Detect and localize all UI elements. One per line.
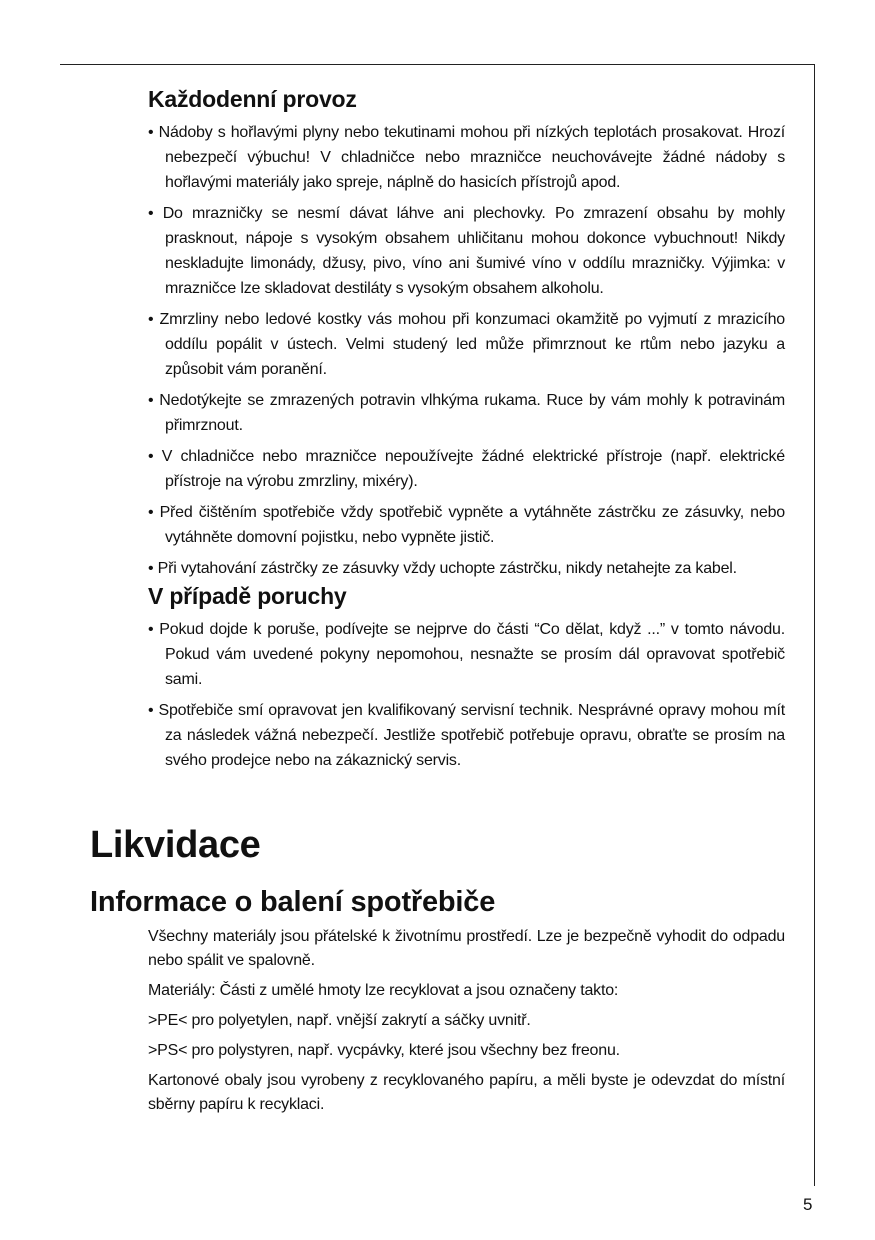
safety-content [148, 84, 785, 779]
disposal-heading: Likvidace [90, 824, 261, 866]
frame-right-rule [814, 64, 815, 1186]
packaging-info-heading: Informace o balení spotřebiče [90, 886, 496, 918]
daily-operation-heading: Každodenní provoz [148, 86, 357, 112]
list-item: • V chladničce nebo mrazničce nepoužívejte žádné elektrické přístroje (např. elektrické přístroje na výrobu zmrzliny, mixéry). [148, 444, 785, 494]
page-number: 5 [803, 1195, 813, 1214]
fault-list [148, 617, 785, 773]
list-item: • Do mrazničky se nesmí dávat láhve ani plechovky. Po zmrazení obsahu by mohly prasknout, nápoje s vysokým obsahem uhličitanu mohou dokonce vybuchnout! Nikdy neskladujte limonády, džusy, pivo, víno ani šumivé víno v oddílu mrazničky. Výjimka: v mrazničce lze skladovat destiláty s vysokým obsahem alkoholu. [148, 201, 785, 301]
fault-heading: V případě poruchy [148, 583, 347, 609]
paragraph: >PS< pro polystyren, např. vycpávky, které jsou všechny bez freonu. [148, 1042, 620, 1059]
daily-operation-list [148, 120, 785, 581]
list-item: • Zmrzliny nebo ledové kostky vás mohou při konzumaci okamžitě po vyjmutí z mrazicího oddílu popálit v ústech. Velmi studený led může přimrznout ke rtům nebo jazyku a způsobit vám poranění. [148, 307, 785, 382]
list-item: • Spotřebiče smí opravovat jen kvalifikovaný servisní technik. Nesprávné opravy mohou mít za následek vážná nebezpečí. Jestliže spotřebič potřebuje opravu, obraťte se prosím na svého prodejce nebo na zákaznický servis. [148, 698, 785, 773]
paragraph: >PE< pro polyetylen, např. vnější zakrytí a sáčky uvnitř. [148, 1012, 531, 1029]
list-item: • Nedotýkejte se zmrazených potravin vlhkýma rukama. Ruce by vám mohly k potravinám přimrznout. [148, 388, 785, 438]
list-item: • Pokud dojde k poruše, podívejte se nejprve do části “Co dělat, když ...” v tomto návodu. Pokud vám uvedené pokyny nepomohou, nesnažte se prosím dál opravovat spotřebič sami. [148, 617, 785, 692]
list-item: • Při vytahování zástrčky ze zásuvky vždy uchopte zástrčku, nikdy netahejte za kabel. [148, 556, 785, 581]
paragraph: Všechny materiály jsou přátelské k životnímu prostředí. Lze je bezpečně vyhodit do odpadu nebo spálit ve spalovně. [148, 928, 785, 969]
list-item: • Nádoby s hořlavými plyny nebo tekutinami mohou při nízkých teplotách prosakovat. Hrozí nebezpečí výbuchu! V chladničce nebo mrazničce neuchovávejte žádné nádoby s hořlavými materiály jako spreje, náplně do hasicích přístrojů apod. [148, 120, 785, 195]
paragraph: Materiály: Části z umělé hmoty lze recyklovat a jsou označeny takto: [148, 982, 619, 999]
paragraph: Kartonové obaly jsou vyrobeny z recyklovaného papíru, a měli byste je odevzdat do místní sběrny papíru k recyklaci. [148, 1072, 785, 1113]
packaging-info-text [148, 925, 785, 1123]
list-item: • Před čištěním spotřebiče vždy spotřebič vypněte a vytáhněte zástrčku ze zásuvky, nebo vytáhněte domovní pojistku, nebo vypněte jistič. [148, 500, 785, 550]
frame-top-rule [60, 64, 815, 65]
